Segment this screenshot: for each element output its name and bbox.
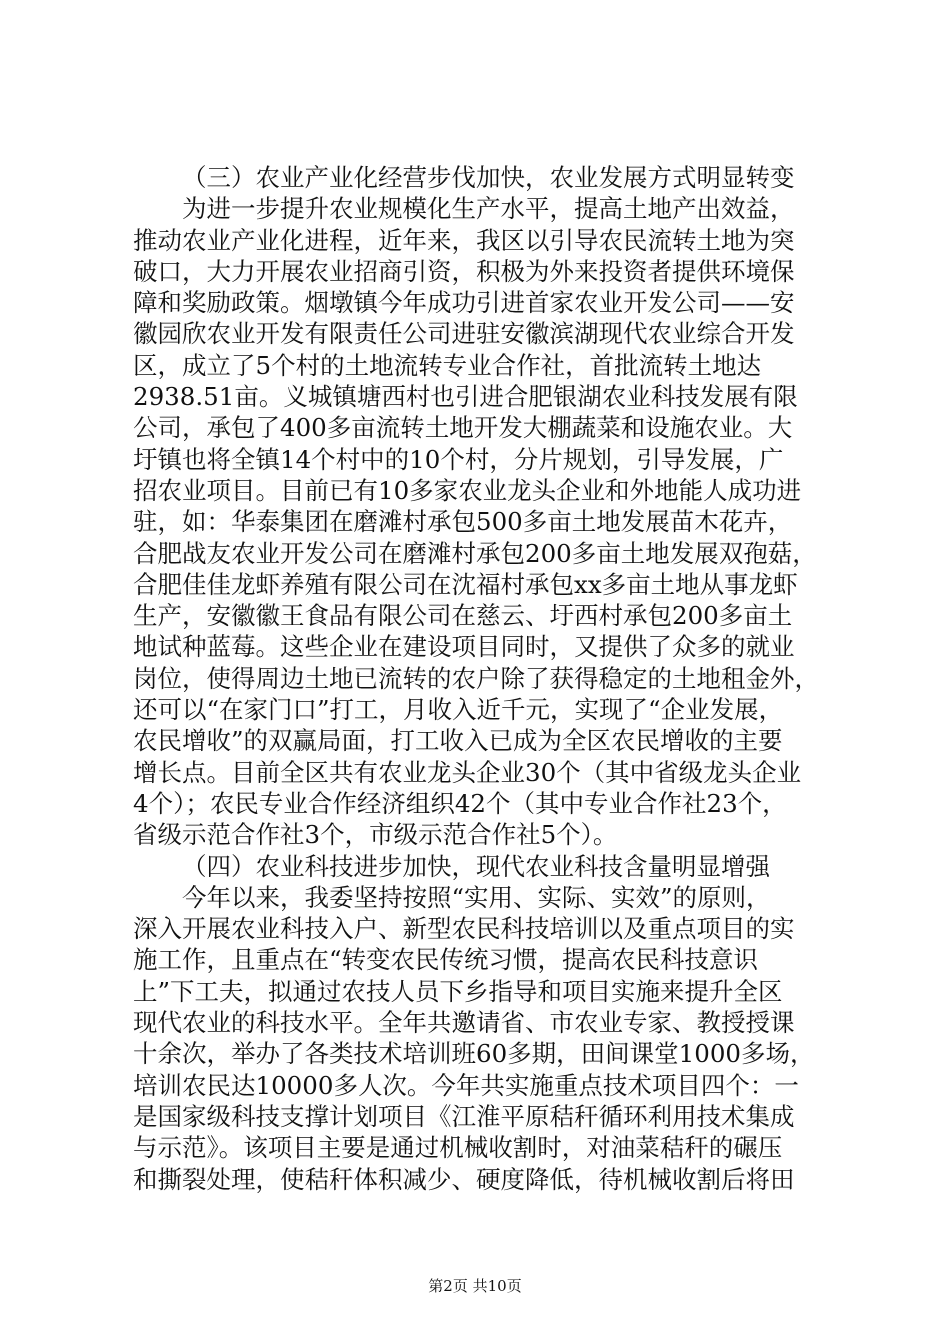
text-line: 施工作，且重点在“转变农民传统习惯，提高农民科技意识	[133, 945, 759, 975]
text-line: 障和奖励政策。烟墩镇今年成功引进首家农业开发公司——安	[133, 288, 795, 318]
text-line: 为进一步提升农业规模化生产水平，提高土地产出效益，	[182, 194, 795, 224]
document-body	[133, 162, 817, 1195]
text-line: 岗位，使得周边土地已流转的农户除了获得稳定的土地租金外，	[133, 663, 819, 693]
text-line: 还可以“在家门口”打工，月收入近千元，实现了“企业发展，	[133, 695, 784, 725]
text-line: 合肥佳佳龙虾养殖有限公司在沈福村承包xx多亩土地从事龙虾	[133, 569, 798, 599]
text-line: 与示范》。该项目主要是通过机械收割时，对油菜秸秆的碾压	[133, 1133, 783, 1163]
text-line: 生产，安徽徽王食品有限公司在慈云、圩西村承包200多亩土	[133, 601, 793, 631]
text-line: 增长点。目前全区共有农业龙头企业30个（其中省级龙头企业	[133, 757, 802, 787]
text-line: 深入开展农业科技入户、新型农民科技培训以及重点项目的实	[133, 914, 795, 944]
text-line: 培训农民达10000多人次。今年共实施重点技术项目四个：一	[133, 1070, 799, 1100]
text-line: 圩镇也将全镇14个村中的10个村，分片规划，引导发展，广	[133, 444, 784, 474]
text-line: 2938.51亩。义城镇塘西村也引进合肥银湖农业科技发展有限	[133, 382, 798, 412]
text-line: （四）农业科技进步加快，现代农业科技含量明显增强	[182, 851, 770, 881]
text-line: 上”下工夫，拟通过农技人员下乡指导和项目实施来提升全区	[133, 976, 783, 1006]
text-line: 推动农业产业化进程，近年来，我区以引导农民流转土地为突	[133, 225, 795, 255]
text-line: 和撕裂处理，使秸秆体积减少、硬度降低，待机械收割后将田	[133, 1164, 795, 1194]
text-line: 是国家级科技支撑计划项目《江淮平原秸秆循环利用技术集成	[133, 1101, 795, 1131]
text-line: 合肥战友农业开发公司在磨滩村承包200多亩土地发展双孢菇，	[133, 538, 817, 568]
text-line: 农民增收”的双赢局面，打工收入已成为全区农民增收的主要	[133, 726, 783, 756]
text-line: 现代农业的科技水平。全年共邀请省、市农业专家、教授授课	[133, 1008, 795, 1038]
text-line: 今年以来，我委坚持按照“实用、实际、实效”的原则，	[182, 882, 771, 912]
page-footer: 第2页 共10页	[428, 1277, 522, 1295]
text-line: 地试种蓝莓。这些企业在建设项目同时，又提供了众多的就业	[133, 632, 795, 662]
text-line: 破口，大力开展农业招商引资，积极为外来投资者提供环境保	[133, 256, 795, 286]
text-line: （三）农业产业化经营步伐加快，农业发展方式明显转变	[182, 163, 795, 192]
text-line: 十余次，举办了各类技术培训班60多期，田间课堂1000多场，	[133, 1039, 815, 1069]
text-line: 招农业项目。目前已有10多家农业龙头企业和外地能人成功进	[133, 475, 802, 505]
text-line: 4个）；农民专业合作经济组织42个（其中专业合作社23个，	[133, 788, 787, 818]
text-line: 驻，如：华泰集团在磨滩村承包500多亩土地发展苗木花卉，	[133, 507, 793, 537]
text-line: 区，成立了5个村的土地流转专业合作社，首批流转土地达	[133, 350, 762, 380]
text-line: 公司，承包了400多亩流转土地开发大棚蔬菜和设施农业。大	[133, 413, 793, 443]
text-line: 徽园欣农业开发有限责任公司进驻安徽滨湖现代农业综合开发	[133, 319, 795, 349]
text-line: 省级示范合作社3个，市级示范合作社5个）。	[133, 820, 618, 850]
